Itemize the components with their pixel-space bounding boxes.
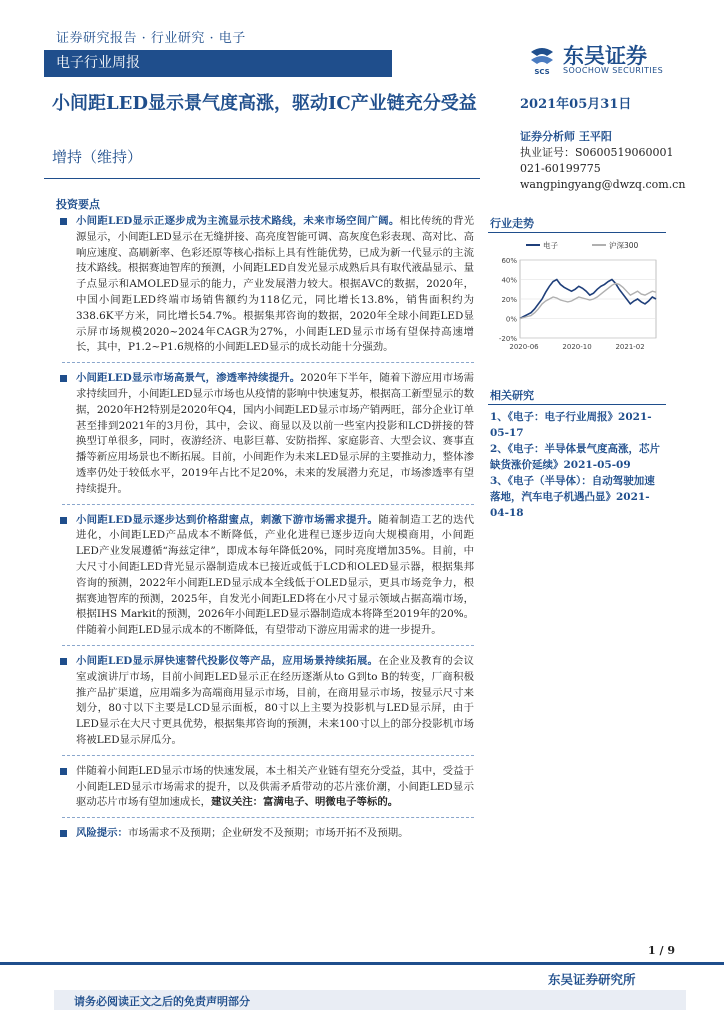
trend-chart	[488, 236, 666, 358]
report-type-banner	[44, 50, 392, 77]
y-tick-label: 60%	[501, 257, 517, 265]
trend-title: 行业走势	[490, 217, 534, 230]
investment-points	[46, 214, 474, 855]
logo-mark-text: SCS	[534, 68, 550, 76]
investment-points-title: 投资要点	[56, 198, 100, 211]
dashed-divider	[62, 362, 474, 364]
divider	[44, 178, 480, 179]
page-number: 1 / 9	[648, 944, 675, 957]
bullet-icon	[60, 517, 67, 524]
x-tick-label: 2021-02	[615, 343, 645, 351]
report-title: 小间距LED显示景气度高涨，驱动IC产业链充分受益	[52, 93, 477, 114]
related-item[interactable]: 1、《电子：电子行业周报》2021-05-17	[490, 411, 652, 439]
bullet-icon	[60, 375, 67, 382]
bullet-point	[46, 513, 474, 639]
bullet-point	[46, 214, 474, 356]
report-date: 2021年05月31日	[520, 97, 632, 112]
legend-label: 沪深300	[609, 241, 639, 250]
analyst-cert: 执业证号：S0600519060001	[520, 146, 674, 159]
related-list	[490, 409, 665, 521]
divider	[488, 404, 666, 405]
rating: 增持（维持）	[52, 148, 143, 166]
y-tick-label: 40%	[501, 276, 517, 285]
footer-brand: 东吴证券研究所	[548, 972, 636, 987]
bullet-body: 随着制造工艺的迭代进化，小间距LED产品成本不断降低，产业化进程已逐步迈向大规模商用，小间距LED产业发展遵循“海兹定律”，即成本每年降低20%，同时亮度增加35%。目前，中大尺寸小间距LED背光显示器制造成本已接近或低于LCD和OLED显示器，根据集邦咨询的预测，2022年小间距LED显示成本全线低于OLED显示，更具市场竞争力，根据赛迪智库的预测，2025年，自发光小间距LED将在小尺寸显示领域占据高端市场，根据IHS Markit的预测，2026年小间距LED显示器制造成本将降至2019年的20%。伴随着小间距LED显示成本的不断降低，有望带动下游应用需求的进一步提升。	[76, 513, 475, 637]
y-tick-label: 0%	[505, 315, 517, 324]
legend-label: 电子	[543, 241, 558, 250]
bullet-lead: 小间距LED显示屏快速替代投影仪等产品，应用场景持续拓展。	[76, 654, 379, 667]
divider	[488, 232, 666, 233]
x-tick-label: 2020-10	[562, 343, 592, 351]
related-title: 相关研究	[490, 389, 534, 402]
bullet-body: 相比传统的背光源显示，小间距LED显示在无缝拼接、高亮度智能可调、高灰度色彩表现、高对比、高响应速度、高刷新率、色彩还原等核心指标上具有性能优势，已成为新一代显示的主流技术路线。根据赛迪智库的预测，小间距LED自发光显示成熟后具有取代液晶显示、量子点显示和AMOLED显示的能力，产业发展潜力较大。根据AVC的数据，2020年，中国小间距LED终端市场销售额约为118亿元，同比增长13.8%，销售面积约为338.6K平方米，同比增长54.7%。根据集邦咨询的数据，2020年全球小间距LED显示屏市场规模2020~2024年CAGR为27%，小间距LED显示市场有望保持高速增长，其中，P1.2~P1.6规格的小间距LED显示的成长动能十分强劲。	[76, 215, 475, 354]
bullet-lead: 小间距LED显示正逐步成为主流显示技术路线，未来市场空间广阔。	[76, 215, 400, 227]
bullet-lead: 小间距LED显示逐步达到价格甜蜜点，刺激下游市场需求提升。	[76, 513, 379, 526]
disclaimer-text: 请务必阅读正文之后的免责声明部分	[74, 995, 250, 1008]
dashed-divider	[62, 755, 474, 757]
y-tick-label: -20%	[498, 335, 517, 343]
dashed-divider	[62, 504, 474, 506]
x-tick-label: 2020-06	[509, 343, 539, 351]
company-logo-name: 东吴证券	[563, 44, 647, 68]
bullet-icon	[60, 658, 67, 665]
analyst-email: wangpingyang@dwzq.com.cn	[520, 178, 686, 191]
bullet-body: 2020年下半年，随着下游应用市场需求持续回升，小间距LED显示市场也从疫情的影响中快速复苏，根据高工新型显示的数据，2020年H2特别是2020年Q4，国内小间距LED显示市场产销两旺，部分企业订单甚至排到2021年的3月份，其中，会议、商显以及以前一些室内投影和LCD拼接的替换型订单很多，同时，夜游经济、电影巨幕、安防指挥、家庭影音、大型会议、赛事直播等新应用场景也不断拓展。目前，小间距作为未来LED显示屏的主要推动力，整体渗透率仍处于较低水平，2019年占比不足20%，未来的发展潜力充足，市场渗透率有望持续提升。	[76, 372, 474, 495]
bullet-point	[46, 371, 474, 497]
footer-bar	[0, 962, 724, 965]
bullet-icon	[60, 218, 67, 225]
dashed-divider	[62, 817, 474, 819]
bullet-lead: 小间距LED显示市场高景气，渗透率持续提升。	[76, 372, 301, 385]
risk-label: 风险提示：	[76, 827, 128, 840]
analyst-info	[520, 129, 690, 193]
company-logo-sub: SOOCHOW SECURITIES	[563, 66, 664, 75]
risk-text: 市场需求不及预期；企业研发不及预期；市场开拓不及预期。	[127, 827, 409, 840]
related-item[interactable]: 2、《电子：半导体景气度高涨，芯片缺货涨价延续》2021-05-09	[490, 443, 661, 471]
related-item[interactable]: 3、《电子（半导体）：自动驾驶加速落地，汽车电子机遇凸显》2021-04-18	[490, 475, 655, 519]
dashed-divider	[62, 645, 474, 647]
analyst-name: 证券分析师 王平阳	[520, 130, 612, 143]
company-logo-icon	[525, 42, 559, 80]
bullet-icon	[60, 768, 67, 775]
report-type: 电子行业周报	[56, 55, 140, 71]
bullet-body: 伴随着小间距LED显示市场的快速发展，本土相关产业链有望充分受益，其中，受益于小间距LED显示市场需求的提升，以及供需矛盾带动的芯片涨价潮，小间距LED显示驱动芯片市场有望加速成长，	[76, 764, 474, 809]
bullet-point	[46, 654, 474, 749]
analyst-phone: 021-60199775	[520, 162, 601, 175]
bullet-body: 在企业及教育的会议室或演讲厅市场，目前小间距LED显示正在经历逐渐从to G到to B的转变，厂商积极推产品扩渠道，应用端多为高端商用显示市场，目前，在商用显示市场，按显示尺寸来划分，80寸以下主要是LCD显示面板，80寸以上主要为投影机与LED显示屏，由于LED显示在大尺寸更具优势，根据集邦咨询的预测，未来100寸以上的部分投影机市场将被LED显示屏瓜分。	[76, 654, 475, 746]
bullet-point	[46, 764, 474, 811]
breadcrumb: 证券研究报告 · 行业研究 · 电子	[56, 31, 246, 46]
bullet-suggest: 建议关注：富满电子、明微电子等标的。	[211, 796, 399, 809]
y-tick-label: 20%	[501, 296, 517, 304]
bullet-icon	[60, 830, 67, 837]
risk-warning	[46, 826, 474, 842]
